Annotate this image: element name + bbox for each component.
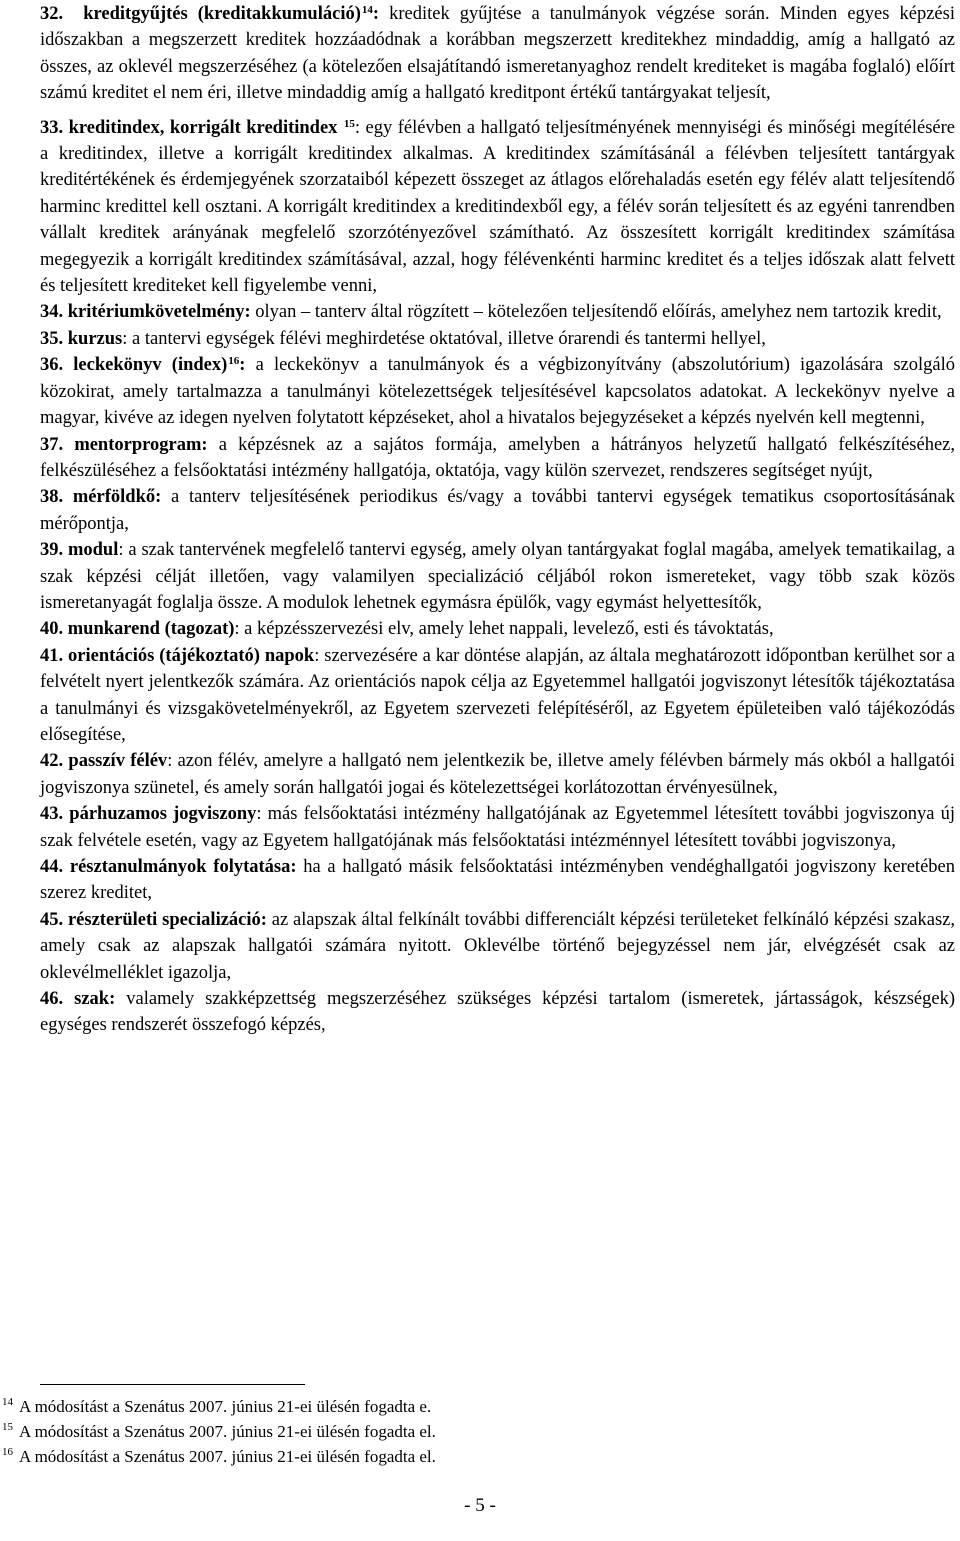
definition-entry-39 xyxy=(40,537,955,616)
entry-text: valamely szakképzettség megszerzéséhez szükséges képzési tartalom (ismeretek, jártasságok, készségek) egységes rendszerét összefogó képzés, xyxy=(40,989,956,1036)
definition-entry-33 xyxy=(40,115,955,300)
entry-number: 39. xyxy=(40,540,64,561)
entry-text: az alapszak által felkínált további differenciált képzési területeket felkínáló képzési szakasz, amely csak az alapszak hallgatói számára nyitott. Oklevélbe történő bejegyzéssel nem jár, elvégzését csak az oklevélmelléklet igazolja, xyxy=(40,909,955,983)
entry-number: 40. xyxy=(40,619,64,640)
entry-text: : a képzésszervezési elv, amely lehet nappali, levelező, esti és távoktatás, xyxy=(234,619,774,640)
entry-term-suffix: : xyxy=(239,355,246,376)
footnote-text: A módosítást a Szenátus 2007. június 21-ei ülésén fogadta el. xyxy=(19,1447,436,1466)
definition-entry-34 xyxy=(40,299,955,325)
definition-entry-40 xyxy=(40,616,955,642)
footnote-ref[interactable]: 15 xyxy=(343,117,355,130)
entry-text: ha a hallgató másik felsőoktatási intézményben vendéghallgatói jogviszony keretében szerez kreditet, xyxy=(40,857,955,904)
entry-number: 44. xyxy=(40,857,64,877)
entry-term: szak: xyxy=(74,989,116,1010)
entry-text: : más felsőoktatási intézmény hallgatójának az Egyetemmel létesített további jogviszonya új szak felvétele esetén, vagy az Egyetem hallgatójának más felsőoktatási intézménnyel létesített további jogviszonya, xyxy=(40,804,955,851)
definition-entry-45 xyxy=(40,907,955,986)
entry-text: a leckekönyv a tanulmányok és a végbizonyítvány (abszolutórium) igazolására szolgáló közokirat, amely tartalmazza a tanulmányi kötelezettségek teljesítésével kapcsolatos adatokat. A leckekönyv nyelve a magyar, kivéve az idegen nyelven folytatott képzéseket, ahol a hivatalos bejegyzéseket a képzés nyelvén kell megtenni, xyxy=(40,355,956,429)
entry-term: résztanulmányok folytatása: xyxy=(69,857,297,877)
footnote-ref[interactable]: 14 xyxy=(361,4,373,16)
entry-number: 36. xyxy=(40,355,64,376)
entry-number: 38. xyxy=(40,487,64,508)
footnote-number: 15 xyxy=(2,1421,13,1433)
entry-term: részterületi specializáció: xyxy=(67,909,267,930)
footnote-text: A módosítást a Szenátus 2007. június 21-ei ülésén fogadta e. xyxy=(19,1397,432,1416)
definition-entry-32 xyxy=(40,1,955,107)
definition-entry-43 xyxy=(40,801,955,854)
footnotes xyxy=(2,1394,902,1469)
entry-term: munkarend (tagozat) xyxy=(67,619,235,640)
entry-term-suffix: : xyxy=(372,4,380,24)
entry-text: olyan – tanterv által rögzített – kötelezően teljesítendő előírás, amelyhez nem tartozik kredit, xyxy=(250,302,942,323)
entry-term: mentorprogram: xyxy=(74,434,208,455)
definition-entry-36 xyxy=(40,352,955,431)
entry-text: : a tantervi egységek félévi meghirdetése oktatóval, illetve órarendi és tantermi hellyel, xyxy=(122,328,766,349)
entry-term: kreditgyűjtés (kreditakkumuláció) xyxy=(83,4,361,24)
definition-entry-35 xyxy=(40,326,955,352)
entry-term: kurzus xyxy=(67,328,123,349)
entry-text: a tanterv teljesítésének periodikus és/vagy a további tantervi egységek tematikus csoportosításának mérőpontja, xyxy=(40,487,955,534)
footnote-number: 16 xyxy=(2,1446,13,1458)
entry-term: modul xyxy=(67,540,119,561)
footnote-separator xyxy=(40,1384,305,1385)
entry-number: 33. xyxy=(40,117,64,138)
entry-text: : azon félév, amelyre a hallgató nem jelentkezik be, illetve amely félévben bármely más okból a hallgatói jogviszonya szünetel, és amely során hallgatói jogai és kötelezettségei korlátozottan érvényesülnek, xyxy=(40,751,956,798)
entry-number: 46. xyxy=(40,989,64,1010)
entry-text: a képzésnek az a sajátos formája, amelyben a hátrányos helyzetű hallgató felkészítéséhez, felkészüléséhez a felsőoktatási intézmény hallgatója, oktatója, vagy külön szervezet, rendszeres segítséget nyújt, xyxy=(40,434,955,481)
definition-list xyxy=(40,1,955,1039)
definition-entry-38 xyxy=(40,484,955,537)
entry-number: 37. xyxy=(40,434,64,455)
entry-term: kreditindex, korrigált kreditindex xyxy=(68,117,338,138)
definition-entry-42 xyxy=(40,748,955,801)
entry-text: : szervezésére a kar döntése alapján, az általa meghatározott időpontban kerülhet sor a felvételt nyert jelentkezők számára. Az orientációs napok célja az Egyetemmel hallgatói jogviszonyt létesítők tájékoztatása a tanulmányi és vizsgakövetelményekről, az Egyetem szervezeti felépítéséről, az Egyetem épületeiben való tájékozódás elősegítése, xyxy=(40,645,956,745)
footnote-16 xyxy=(2,1444,902,1469)
entry-number: 32. xyxy=(40,4,64,24)
entry-number: 34. xyxy=(40,302,64,323)
definition-entry-44 xyxy=(40,854,955,907)
entry-text: : a szak tantervének megfelelő tantervi egység, amely olyan tantárgyakat foglal magába, amelyek tematikailag, a szak képzési célját illetően, vagy valamilyen specializáció céljából rokon ismereteket, vagy több szak közös ismeretanyagát foglalja össze. A modulok lehetnek egymásra épülők, vagy egymást helyettesítők, xyxy=(40,540,955,613)
footnote-number: 14 xyxy=(2,1396,13,1408)
definition-entry-46 xyxy=(40,986,955,1039)
footnote-text: A módosítást a Szenátus 2007. június 21-ei ülésén fogadta el. xyxy=(19,1422,436,1441)
entry-number: 35. xyxy=(40,328,64,349)
footnote-15 xyxy=(2,1419,902,1444)
footnote-ref[interactable]: 16 xyxy=(228,355,240,368)
entry-term: párhuzamos jogviszony xyxy=(69,804,257,825)
entry-term: mérföldkő: xyxy=(72,487,162,508)
footnote-14 xyxy=(2,1394,902,1419)
entry-term: kritériumkövetelmény: xyxy=(67,302,251,323)
page-number: - 5 - xyxy=(464,1495,496,1516)
entry-term: passzív félév xyxy=(68,751,168,772)
definition-entry-41 xyxy=(40,643,955,749)
document-page xyxy=(2,0,956,1516)
entry-text: kreditek gyűjtése a tanulmányok végzése során. Minden egyes képzési időszakban a megszerzett kreditek hozzáadódnak a korábban megszerzett kreditekhez mindaddig, amíg a hallgató az összes, az oklevél megszerzéséhez (a kötelezően elsajátítandó ismeretanyaghoz rendelt krediteket is magába foglaló) előírt számú kreditet el nem éri, illetve mindaddig amíg a hallgató kreditpont értékű tantárgyakat teljesít, xyxy=(40,4,955,104)
entry-number: 42. xyxy=(40,751,64,772)
entry-number: 41. xyxy=(40,645,64,666)
entry-number: 43. xyxy=(40,804,64,825)
entry-text: : egy félévben a hallgató teljesítményének mennyiségi és minőségi megítélésére a kreditindex, illetve a korrigált kreditindex alkalmas. A kreditindex számításánál a félévben teljesített tantárgyak kreditértékének és érdemjegyének szorzataiból képezett összeget az átlagos előrehaladás esetén egy félév alatt teljesítendő harminc kredittel kell osztani. A korrigált kreditindex a kreditindexből egy, a félév során teljesített és az egyéni tanrendben vállalt kreditek arányának megfelelő szorzótényezővel számítható. Az összesített korrigált kreditindex számítása megegyezik a korrigált kreditindex számításával, azzal, hogy félévenkénti harminc kreditet és a teljes időszak alatt felvett és teljesített krediteket kell figyelembe venni, xyxy=(40,117,956,297)
entry-number: 45. xyxy=(40,909,64,930)
entry-term: orientációs (tájékoztató) napok xyxy=(68,645,315,666)
entry-term: leckekönyv (index) xyxy=(73,355,228,376)
definition-entry-37 xyxy=(40,432,955,485)
